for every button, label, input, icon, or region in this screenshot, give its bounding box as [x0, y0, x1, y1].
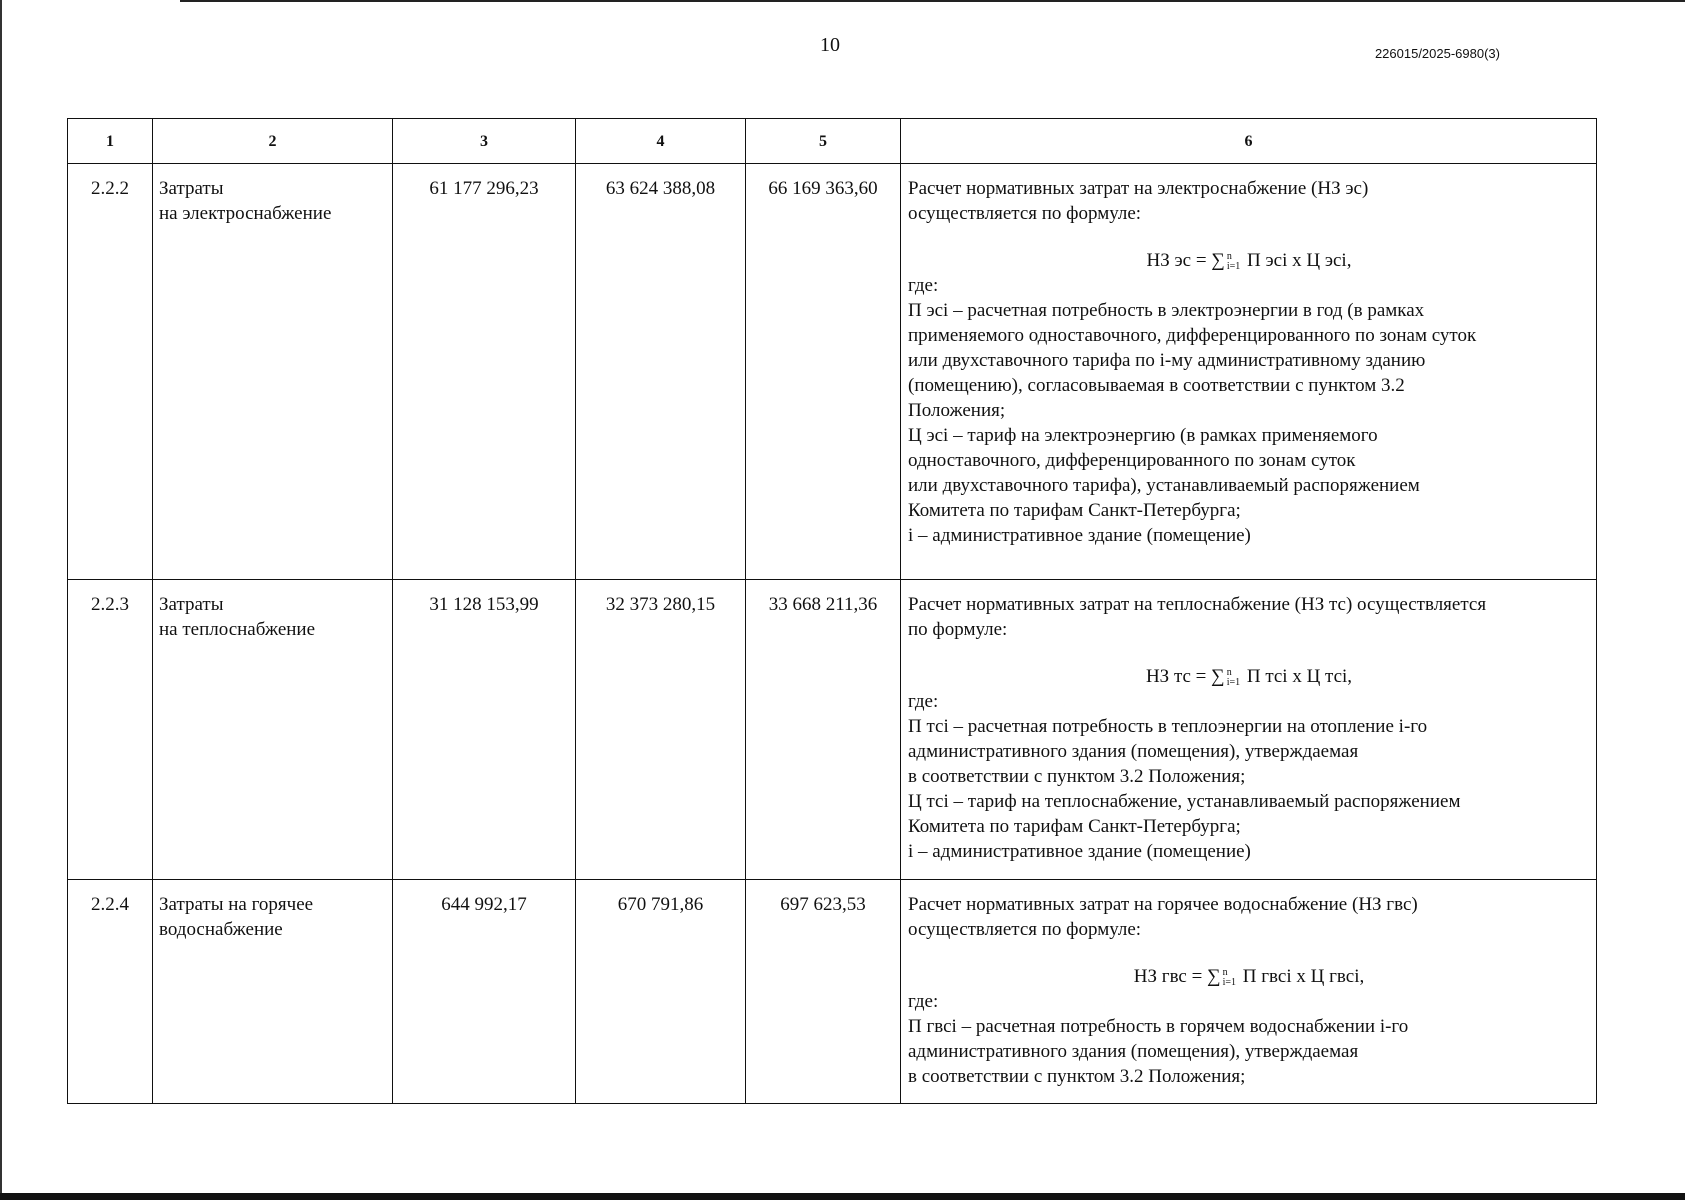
sum-upper: n — [1222, 966, 1228, 978]
value-col3: 31 128 153,99 — [393, 580, 576, 880]
row-code: 2.2.3 — [68, 580, 153, 880]
definition-line: i – административное здание (помещение) — [908, 841, 1251, 862]
table-row — [68, 880, 1597, 1104]
definition-line: П эсi – расчетная потребность в электроэнергии в год (в рамках — [908, 300, 1425, 321]
row-name — [153, 164, 393, 580]
formula-rhs: П эсi x Ц эсi, — [1242, 250, 1352, 271]
document-id: 226015/2025-6980(3) — [1374, 46, 1500, 61]
value-col4: 63 624 388,08 — [576, 164, 746, 580]
row-name-line: Затраты на горячее — [159, 894, 314, 915]
scan-edge-top — [180, 0, 1685, 2]
formula-rhs: П тсi x Ц тсi, — [1242, 666, 1353, 687]
sum-symbol: ∑ — [1207, 966, 1221, 987]
calculation-description — [901, 880, 1597, 1104]
where-label: где: — [908, 991, 939, 1012]
row-name-line: на электроснабжение — [159, 203, 332, 224]
row-name — [153, 580, 393, 880]
definition-line: в соответствии с пунктом 3.2 Положения; — [908, 766, 1246, 787]
formula — [908, 664, 1590, 689]
sum-limits — [1227, 252, 1240, 272]
cost-table — [67, 118, 1597, 1104]
table-row — [68, 580, 1597, 880]
value-col3: 61 177 296,23 — [393, 164, 576, 580]
intro-line: осуществляется по формуле: — [908, 203, 1142, 224]
definition-line: Комитета по тарифам Санкт-Петербурга; — [908, 500, 1241, 521]
value-col5: 33 668 211,36 — [746, 580, 901, 880]
intro-line: Расчет нормативных затрат на теплоснабжение (НЗ тс) осуществляется — [908, 594, 1487, 615]
definition-line: П гвсi – расчетная потребность в горячем водоснабжении i-го — [908, 1016, 1409, 1037]
row-name-line: Затраты — [159, 178, 224, 199]
formula-lhs: НЗ гвс = — [1133, 966, 1208, 987]
value-col4: 670 791,86 — [576, 880, 746, 1104]
definition-line: Ц тсi – тариф на теплоснабжение, устанавливаемый распоряжением — [908, 791, 1461, 812]
intro-line: Расчет нормативных затрат на электроснабжение (НЗ эс) — [908, 178, 1369, 199]
definition-line: i – административное здание (помещение) — [908, 525, 1251, 546]
column-header: 2 — [153, 119, 393, 164]
sum-upper: n — [1226, 250, 1232, 262]
sum-lower: i=1 — [1222, 976, 1237, 988]
formula — [908, 964, 1590, 989]
formula-lhs: НЗ эс = — [1146, 250, 1212, 271]
definition-line: в соответствии с пунктом 3.2 Положения; — [908, 1066, 1246, 1087]
sum-symbol: ∑ — [1211, 250, 1225, 271]
row-name-line: на теплоснабжение — [159, 619, 316, 640]
definition-line: административного здания (помещения), утверждаемая — [908, 741, 1359, 762]
column-header: 1 — [68, 119, 153, 164]
intro-line: Расчет нормативных затрат на горячее водоснабжение (НЗ гвс) — [908, 894, 1418, 915]
sum-limits — [1223, 968, 1236, 988]
definition-line: Ц эсi – тариф на электроэнергию (в рамках применяемого — [908, 425, 1378, 446]
definition-line: одноставочного, дифференцированного по зонам суток — [908, 450, 1356, 471]
sum-symbol: ∑ — [1211, 666, 1225, 687]
definition-line: или двухставочного тарифа по i-му административному зданию — [908, 350, 1426, 371]
calculation-description — [901, 580, 1597, 880]
column-header: 5 — [746, 119, 901, 164]
formula-lhs: НЗ тс = — [1145, 666, 1212, 687]
sum-upper: n — [1226, 666, 1232, 678]
sum-lower: i=1 — [1226, 676, 1241, 688]
calculation-description — [901, 164, 1597, 580]
definition-line: применяемого одноставочного, дифференцированного по зонам суток — [908, 325, 1477, 346]
sum-lower: i=1 — [1226, 260, 1241, 272]
table-row — [68, 164, 1597, 580]
table-header-row — [68, 119, 1597, 164]
definition-line: (помещению), согласовываемая в соответствии с пунктом 3.2 — [908, 375, 1405, 396]
column-header: 3 — [393, 119, 576, 164]
row-code: 2.2.4 — [68, 880, 153, 1104]
page-number: 10 — [820, 34, 840, 56]
row-name — [153, 880, 393, 1104]
value-col3: 644 992,17 — [393, 880, 576, 1104]
scan-edge-left — [0, 0, 2, 1200]
intro-line: по формуле: — [908, 619, 1008, 640]
definition-line: Положения; — [908, 400, 1006, 421]
where-label: где: — [908, 275, 939, 296]
intro-line: осуществляется по формуле: — [908, 919, 1142, 940]
row-name-line: водоснабжение — [159, 919, 283, 940]
sum-limits — [1227, 668, 1240, 688]
definition-line: или двухставочного тарифа), устанавливаемый распоряжением — [908, 475, 1420, 496]
column-header: 6 — [901, 119, 1597, 164]
definition-line: П тсi – расчетная потребность в теплоэнергии на отопление i-го — [908, 716, 1428, 737]
column-header: 4 — [576, 119, 746, 164]
value-col4: 32 373 280,15 — [576, 580, 746, 880]
definition-line: Комитета по тарифам Санкт-Петербурга; — [908, 816, 1241, 837]
definition-line: административного здания (помещения), утверждаемая — [908, 1041, 1359, 1062]
value-col5: 697 623,53 — [746, 880, 901, 1104]
value-col5: 66 169 363,60 — [746, 164, 901, 580]
row-code: 2.2.2 — [68, 164, 153, 580]
row-name-line: Затраты — [159, 594, 224, 615]
where-label: где: — [908, 691, 939, 712]
formula-rhs: П гвсi x Ц гвсi, — [1238, 966, 1365, 987]
scan-edge-bottom — [0, 1193, 1685, 1200]
formula — [908, 248, 1590, 273]
